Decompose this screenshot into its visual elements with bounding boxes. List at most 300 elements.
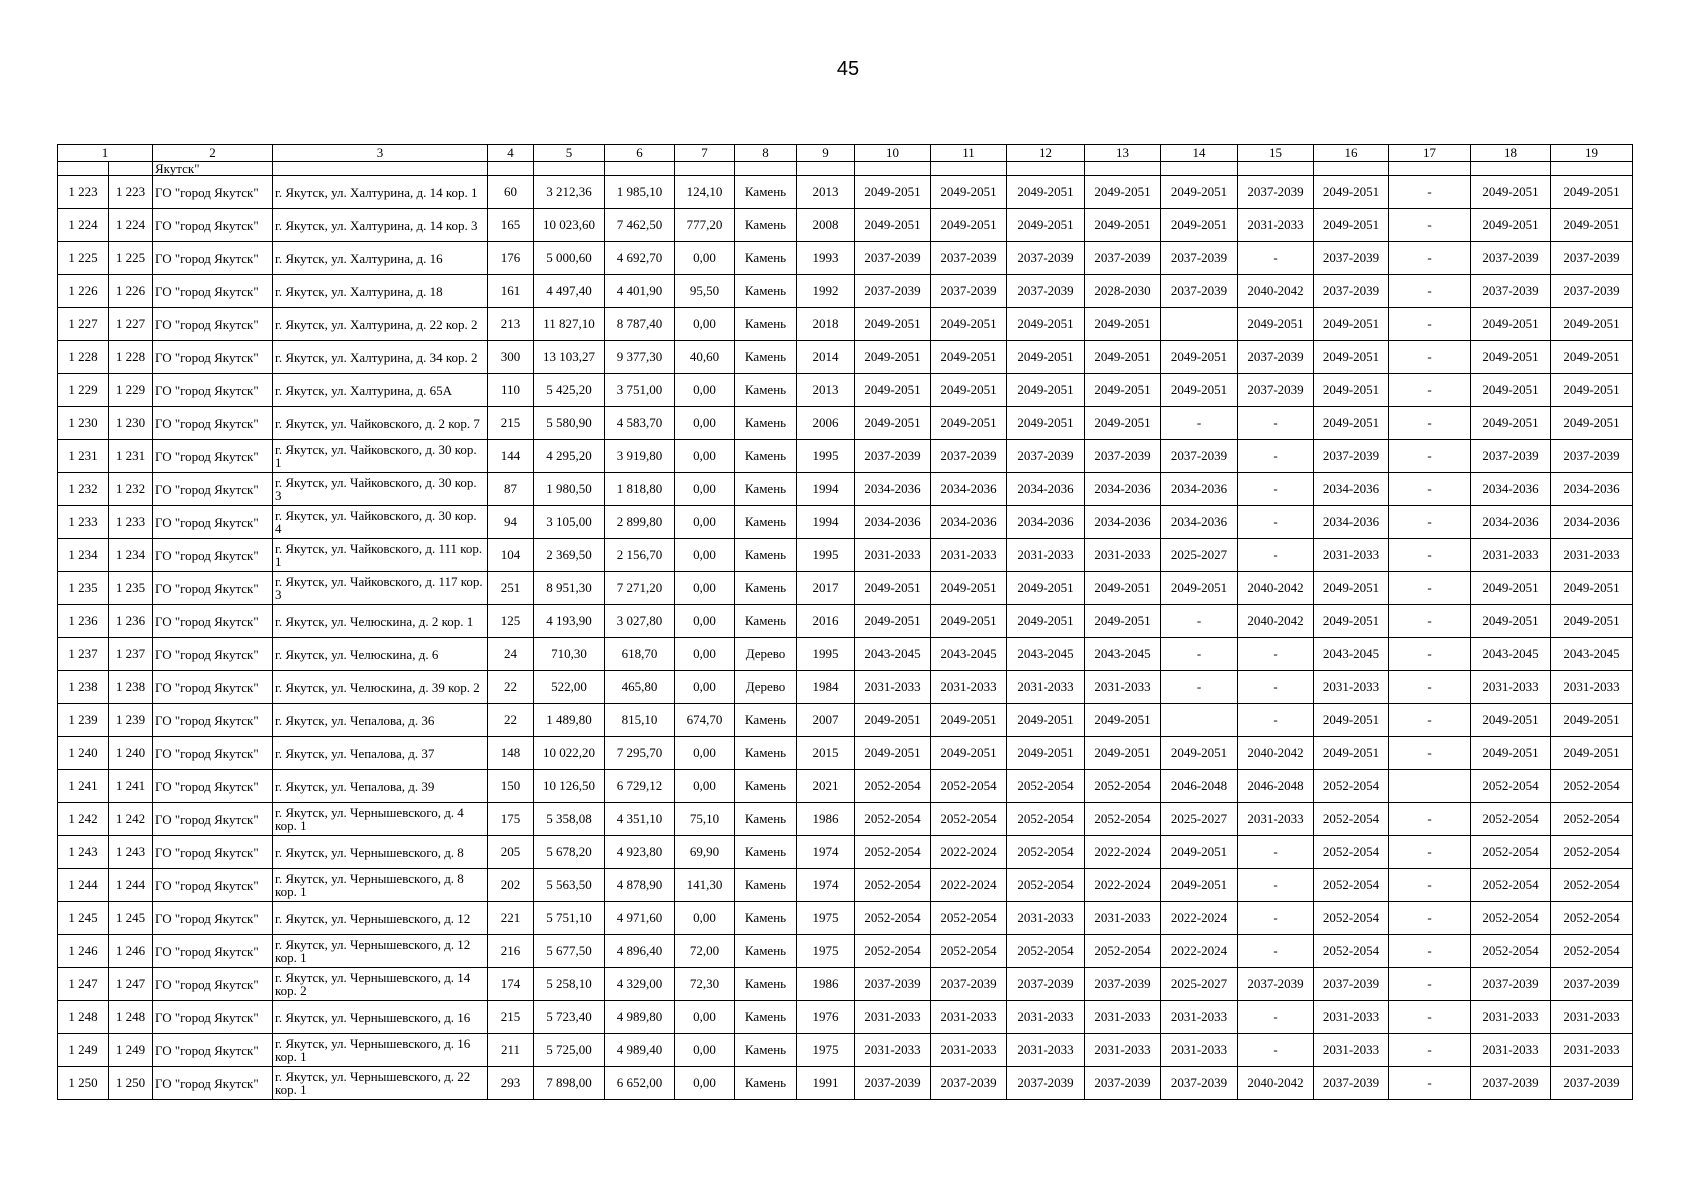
table-cell: - bbox=[1389, 704, 1471, 737]
municipality-cell: ГО "город Якутск" bbox=[153, 737, 273, 770]
object-number-cell: 1 235 bbox=[109, 572, 153, 605]
table-cell: Дерево bbox=[735, 638, 797, 671]
table-cell: 2037-2039 bbox=[1551, 440, 1633, 473]
table-cell: 1994 bbox=[797, 506, 855, 539]
table-cell: 2022-2024 bbox=[1085, 869, 1161, 902]
table-cell: 95,50 bbox=[675, 275, 735, 308]
table-cell: 2037-2039 bbox=[1007, 1067, 1085, 1100]
table-cell: 2 369,50 bbox=[534, 539, 605, 572]
address-cell: г. Якутск, ул. Чернышевского, д. 16 кор. 1 bbox=[273, 1034, 488, 1067]
municipality-cell: ГО "город Якутск" bbox=[153, 572, 273, 605]
table-cell: 2052-2054 bbox=[931, 902, 1007, 935]
table-cell: 0,00 bbox=[675, 440, 735, 473]
table-cell: 2031-2033 bbox=[1314, 1034, 1389, 1067]
table-cell: 2049-2051 bbox=[931, 308, 1007, 341]
table-cell: 293 bbox=[488, 1067, 534, 1100]
object-number-cell: 1 230 bbox=[109, 407, 153, 440]
object-number-cell: 1 241 bbox=[109, 770, 153, 803]
table-cell: 2049-2051 bbox=[1551, 176, 1633, 209]
address-cell: г. Якутск, ул. Чернышевского, д. 8 кор. 1 bbox=[273, 869, 488, 902]
column-number: 2 bbox=[153, 145, 273, 162]
table-cell: - bbox=[1389, 506, 1471, 539]
table-cell: 0,00 bbox=[675, 770, 735, 803]
table-cell: 2049-2051 bbox=[1314, 308, 1389, 341]
row-number-cell: 1 247 bbox=[58, 968, 109, 1001]
table-row bbox=[58, 341, 1633, 374]
table-cell: 5 751,10 bbox=[534, 902, 605, 935]
table-cell: 2043-2045 bbox=[1007, 638, 1085, 671]
table-cell: 2037-2039 bbox=[1007, 242, 1085, 275]
table-cell: 221 bbox=[488, 902, 534, 935]
row-number-cell: 1 239 bbox=[58, 704, 109, 737]
address-cell: г. Якутск, ул. Чайковского, д. 117 кор. 3 bbox=[273, 572, 488, 605]
table-cell: 2031-2033 bbox=[931, 671, 1007, 704]
table-cell: 4 692,70 bbox=[605, 242, 675, 275]
table-cell: 0,00 bbox=[675, 902, 735, 935]
table-cell: - bbox=[1389, 242, 1471, 275]
table-cell: 2049-2051 bbox=[1007, 704, 1085, 737]
municipality-cell: ГО "город Якутск" bbox=[153, 374, 273, 407]
row-number-cell: 1 232 bbox=[58, 473, 109, 506]
table-cell: 2034-2036 bbox=[1085, 506, 1161, 539]
table-cell: 2013 bbox=[797, 374, 855, 407]
table-cell: - bbox=[1238, 671, 1314, 704]
table-cell: 5 580,90 bbox=[534, 407, 605, 440]
table-cell: 2052-2054 bbox=[1007, 869, 1085, 902]
table-cell: - bbox=[1389, 308, 1471, 341]
table-cell: 60 bbox=[488, 176, 534, 209]
municipality-cell: ГО "город Якутск" bbox=[153, 605, 273, 638]
table-cell: 148 bbox=[488, 737, 534, 770]
table-cell: 2031-2033 bbox=[1314, 1001, 1389, 1034]
address-cell: г. Якутск, ул. Чепалова, д. 37 bbox=[273, 737, 488, 770]
table-cell: 4 989,40 bbox=[605, 1034, 675, 1067]
table-cell: 2037-2039 bbox=[1471, 275, 1551, 308]
table-cell: 3 919,80 bbox=[605, 440, 675, 473]
table-cell: 2049-2051 bbox=[855, 605, 931, 638]
table-cell: 2006 bbox=[797, 407, 855, 440]
table-cell: Камень bbox=[735, 935, 797, 968]
table-cell: 2031-2033 bbox=[1161, 1001, 1238, 1034]
table-cell: 2031-2033 bbox=[1085, 539, 1161, 572]
table-cell: 2052-2054 bbox=[1471, 902, 1551, 935]
table-cell: - bbox=[1238, 440, 1314, 473]
address-cell: г. Якутск, ул. Чайковского, д. 30 кор. 1 bbox=[273, 440, 488, 473]
table-cell: Камень bbox=[735, 770, 797, 803]
table-cell: 2037-2039 bbox=[1161, 242, 1238, 275]
table-cell: - bbox=[1389, 836, 1471, 869]
municipality-cell: ГО "город Якутск" bbox=[153, 506, 273, 539]
table-cell: 2031-2033 bbox=[855, 671, 931, 704]
table-cell: 2037-2039 bbox=[855, 440, 931, 473]
table-row bbox=[58, 737, 1633, 770]
table-cell: - bbox=[1389, 374, 1471, 407]
table-cell: 2037-2039 bbox=[1161, 1067, 1238, 1100]
table-cell: 2037-2039 bbox=[1161, 275, 1238, 308]
table-cell: 0,00 bbox=[675, 506, 735, 539]
table-cell: 2037-2039 bbox=[1471, 242, 1551, 275]
address-cell: г. Якутск, ул. Халтурина, д. 65А bbox=[273, 374, 488, 407]
table-cell: Камень bbox=[735, 242, 797, 275]
table-cell: 2049-2051 bbox=[1551, 737, 1633, 770]
table-cell: 2037-2039 bbox=[1551, 1067, 1633, 1100]
table-row bbox=[58, 440, 1633, 473]
table-cell: 211 bbox=[488, 1034, 534, 1067]
table-cell: 2037-2039 bbox=[1085, 242, 1161, 275]
municipality-cell: ГО "город Якутск" bbox=[153, 275, 273, 308]
table-cell: 40,60 bbox=[675, 341, 735, 374]
table-cell: - bbox=[1238, 1034, 1314, 1067]
table-cell: 710,30 bbox=[534, 638, 605, 671]
table-cell: 2037-2039 bbox=[1238, 374, 1314, 407]
table-cell: 0,00 bbox=[675, 539, 735, 572]
row-number-cell: 1 237 bbox=[58, 638, 109, 671]
table-cell: 2049-2051 bbox=[931, 209, 1007, 242]
table-cell: 674,70 bbox=[675, 704, 735, 737]
table-cell: 2052-2054 bbox=[1471, 770, 1551, 803]
address-cell: г. Якутск, ул. Челюскина, д. 39 кор. 2 bbox=[273, 671, 488, 704]
object-number-cell: 1 247 bbox=[109, 968, 153, 1001]
table-cell: 2049-2051 bbox=[931, 704, 1007, 737]
table-cell: 1986 bbox=[797, 968, 855, 1001]
table-cell: 2037-2039 bbox=[1314, 1067, 1389, 1100]
table-cell: Камень bbox=[735, 704, 797, 737]
table-cell: - bbox=[1161, 671, 1238, 704]
table-row bbox=[58, 209, 1633, 242]
table-cell: 5 258,10 bbox=[534, 968, 605, 1001]
municipality-cell: ГО "город Якутск" bbox=[153, 902, 273, 935]
table-cell: 2049-2051 bbox=[1007, 572, 1085, 605]
address-cell: г. Якутск, ул. Челюскина, д. 2 кор. 1 bbox=[273, 605, 488, 638]
object-number-cell: 1 246 bbox=[109, 935, 153, 968]
table-cell: 2031-2033 bbox=[1551, 1001, 1633, 1034]
column-number: 17 bbox=[1389, 145, 1471, 162]
table-cell: 2049-2051 bbox=[1085, 308, 1161, 341]
table-cell: - bbox=[1389, 275, 1471, 308]
table-cell: - bbox=[1238, 473, 1314, 506]
table-cell: 22 bbox=[488, 704, 534, 737]
municipality-cell: ГО "город Якутск" bbox=[153, 341, 273, 374]
table-row bbox=[58, 671, 1633, 704]
table-cell: 144 bbox=[488, 440, 534, 473]
table-cell: 11 827,10 bbox=[534, 308, 605, 341]
table-cell: 2049-2051 bbox=[1085, 605, 1161, 638]
table-cell: 2037-2039 bbox=[1238, 341, 1314, 374]
table-cell: 6 729,12 bbox=[605, 770, 675, 803]
table-cell: 2007 bbox=[797, 704, 855, 737]
table-cell: 4 193,90 bbox=[534, 605, 605, 638]
table-cell: 5 425,20 bbox=[534, 374, 605, 407]
municipality-cell: ГО "город Якутск" bbox=[153, 407, 273, 440]
table-cell: 1975 bbox=[797, 1034, 855, 1067]
table-cell: 4 896,40 bbox=[605, 935, 675, 968]
table-cell: - bbox=[1389, 671, 1471, 704]
table-cell: 2031-2033 bbox=[1007, 1034, 1085, 1067]
table-cell: 125 bbox=[488, 605, 534, 638]
municipality-cell: ГО "город Якутск" bbox=[153, 671, 273, 704]
address-cell: г. Якутск, ул. Чайковского, д. 30 кор. 4 bbox=[273, 506, 488, 539]
table-row bbox=[58, 605, 1633, 638]
table-cell: 2043-2045 bbox=[1085, 638, 1161, 671]
table-cell: 2052-2054 bbox=[855, 902, 931, 935]
table-cell: 2031-2033 bbox=[1085, 902, 1161, 935]
column-number: 5 bbox=[534, 145, 605, 162]
object-number-cell: 1 224 bbox=[109, 209, 153, 242]
table-cell: 24 bbox=[488, 638, 534, 671]
object-number-cell: 1 225 bbox=[109, 242, 153, 275]
table-cell: 72,00 bbox=[675, 935, 735, 968]
table-cell: 777,20 bbox=[675, 209, 735, 242]
table-cell: 2025-2027 bbox=[1161, 539, 1238, 572]
table-cell: - bbox=[1389, 176, 1471, 209]
table-cell: 2049-2051 bbox=[1161, 836, 1238, 869]
table-cell: 2043-2045 bbox=[1551, 638, 1633, 671]
table-cell: 0,00 bbox=[675, 1067, 735, 1100]
table-cell: 2049-2051 bbox=[1085, 176, 1161, 209]
table-cell: 2049-2051 bbox=[1551, 407, 1633, 440]
municipality-cell: ГО "город Якутск" bbox=[153, 1001, 273, 1034]
table-cell: 2049-2051 bbox=[1161, 572, 1238, 605]
row-number-cell: 1 248 bbox=[58, 1001, 109, 1034]
object-number-cell: 1 245 bbox=[109, 902, 153, 935]
table-cell bbox=[1085, 162, 1161, 176]
object-number-cell: 1 240 bbox=[109, 737, 153, 770]
object-number-cell: 1 229 bbox=[109, 374, 153, 407]
table-cell: 3 105,00 bbox=[534, 506, 605, 539]
table-cell: 2034-2036 bbox=[1471, 473, 1551, 506]
table-cell: 0,00 bbox=[675, 605, 735, 638]
table-cell: 2052-2054 bbox=[1007, 836, 1085, 869]
table-cell: 4 583,70 bbox=[605, 407, 675, 440]
address-cell: г. Якутск, ул. Челюскина, д. 6 bbox=[273, 638, 488, 671]
municipality-cell: ГО "город Якутск" bbox=[153, 539, 273, 572]
table-cell: 2037-2039 bbox=[855, 968, 931, 1001]
table-cell: 2037-2039 bbox=[1551, 242, 1633, 275]
table-row bbox=[58, 242, 1633, 275]
table-cell: 2031-2033 bbox=[1471, 671, 1551, 704]
table-cell: 2025-2027 bbox=[1161, 803, 1238, 836]
table-cell: 2028-2030 bbox=[1085, 275, 1161, 308]
table-cell: 2052-2054 bbox=[1471, 869, 1551, 902]
table-cell bbox=[1389, 162, 1471, 176]
object-number-cell: 1 236 bbox=[109, 605, 153, 638]
object-number-cell: 1 228 bbox=[109, 341, 153, 374]
table-cell: 2049-2051 bbox=[1471, 407, 1551, 440]
municipality-cell: ГО "город Якутск" bbox=[153, 803, 273, 836]
table-cell bbox=[1389, 770, 1471, 803]
table-cell: 2034-2036 bbox=[931, 473, 1007, 506]
table-cell: 2031-2033 bbox=[1007, 671, 1085, 704]
table-cell: - bbox=[1161, 605, 1238, 638]
table-cell: 3 027,80 bbox=[605, 605, 675, 638]
table-cell: 2049-2051 bbox=[1085, 407, 1161, 440]
table-cell: 2037-2039 bbox=[1007, 968, 1085, 1001]
table-cell: 2052-2054 bbox=[931, 935, 1007, 968]
table-row bbox=[58, 770, 1633, 803]
table-cell: 2049-2051 bbox=[1314, 704, 1389, 737]
object-number-cell: 1 248 bbox=[109, 1001, 153, 1034]
table-cell: Камень bbox=[735, 1034, 797, 1067]
table-cell: - bbox=[1238, 902, 1314, 935]
address-cell: г. Якутск, ул. Халтурина, д. 14 кор. 3 bbox=[273, 209, 488, 242]
table-cell: 8 787,40 bbox=[605, 308, 675, 341]
table-cell bbox=[58, 162, 109, 176]
table-cell: 5 358,08 bbox=[534, 803, 605, 836]
object-number-cell: 1 231 bbox=[109, 440, 153, 473]
table-cell: 2037-2039 bbox=[1471, 1067, 1551, 1100]
table-cell: 2049-2051 bbox=[855, 737, 931, 770]
table-cell: 2040-2042 bbox=[1238, 572, 1314, 605]
column-number: 19 bbox=[1551, 145, 1633, 162]
table-cell: 2049-2051 bbox=[931, 341, 1007, 374]
table-cell: 5 563,50 bbox=[534, 869, 605, 902]
municipality-cell: ГО "город Якутск" bbox=[153, 869, 273, 902]
table-cell: 2031-2033 bbox=[1085, 1001, 1161, 1034]
table-cell: 1 818,80 bbox=[605, 473, 675, 506]
row-number-cell: 1 229 bbox=[58, 374, 109, 407]
table-cell: 2037-2039 bbox=[931, 275, 1007, 308]
table-cell bbox=[1314, 162, 1389, 176]
table-cell: 2031-2033 bbox=[931, 539, 1007, 572]
table-cell: 1995 bbox=[797, 440, 855, 473]
table-cell: 2049-2051 bbox=[1161, 176, 1238, 209]
row-number-cell: 1 228 bbox=[58, 341, 109, 374]
table-cell: 4 878,90 bbox=[605, 869, 675, 902]
column-number: 12 bbox=[1007, 145, 1085, 162]
table-cell: 2021 bbox=[797, 770, 855, 803]
table-cell: 4 989,80 bbox=[605, 1001, 675, 1034]
table-cell: 2014 bbox=[797, 341, 855, 374]
municipality-cell: ГО "город Якутск" bbox=[153, 968, 273, 1001]
table-cell: 22 bbox=[488, 671, 534, 704]
municipality-cell: ГО "город Якутск" bbox=[153, 440, 273, 473]
table-cell: 5 000,60 bbox=[534, 242, 605, 275]
table-cell: 2049-2051 bbox=[1314, 605, 1389, 638]
municipality-cell: ГО "город Якутск" bbox=[153, 836, 273, 869]
table-cell: 2018 bbox=[797, 308, 855, 341]
table-cell: - bbox=[1238, 638, 1314, 671]
municipality-cell: Якутск" bbox=[153, 162, 273, 176]
column-number: 13 bbox=[1085, 145, 1161, 162]
row-number-cell: 1 249 bbox=[58, 1034, 109, 1067]
table-cell: 2034-2036 bbox=[1314, 506, 1389, 539]
table-cell bbox=[1007, 162, 1085, 176]
table-cell: 2052-2054 bbox=[1551, 803, 1633, 836]
table-cell: 2015 bbox=[797, 737, 855, 770]
table-cell: 2049-2051 bbox=[1161, 374, 1238, 407]
row-number-cell: 1 241 bbox=[58, 770, 109, 803]
table-cell: 2052-2054 bbox=[1314, 803, 1389, 836]
table-cell: Камень bbox=[735, 968, 797, 1001]
table-cell: Камень bbox=[735, 1067, 797, 1100]
table-cell: 2 156,70 bbox=[605, 539, 675, 572]
column-number: 11 bbox=[931, 145, 1007, 162]
table-cell: 213 bbox=[488, 308, 534, 341]
table-cell: 1992 bbox=[797, 275, 855, 308]
table-cell: 2034-2036 bbox=[1551, 473, 1633, 506]
table-cell bbox=[1161, 162, 1238, 176]
address-cell: г. Якутск, ул. Чернышевского, д. 16 bbox=[273, 1001, 488, 1034]
table-cell: 2049-2051 bbox=[1085, 704, 1161, 737]
table-cell: 1974 bbox=[797, 869, 855, 902]
table-cell: 2052-2054 bbox=[1085, 770, 1161, 803]
table-cell: 3 212,36 bbox=[534, 176, 605, 209]
table-cell: 3 751,00 bbox=[605, 374, 675, 407]
table-row bbox=[58, 836, 1633, 869]
table-cell: - bbox=[1389, 341, 1471, 374]
table-cell: - bbox=[1389, 209, 1471, 242]
table-cell: 2052-2054 bbox=[855, 869, 931, 902]
column-number: 3 bbox=[273, 145, 488, 162]
table-cell: 2052-2054 bbox=[1314, 770, 1389, 803]
table-cell: Камень bbox=[735, 308, 797, 341]
table-cell: 2037-2039 bbox=[1551, 275, 1633, 308]
table-cell: 2037-2039 bbox=[855, 242, 931, 275]
table-row bbox=[58, 506, 1633, 539]
table-cell: 2049-2051 bbox=[1551, 341, 1633, 374]
table-cell: 176 bbox=[488, 242, 534, 275]
column-number: 14 bbox=[1161, 145, 1238, 162]
table-cell bbox=[931, 162, 1007, 176]
table-cell: 2049-2051 bbox=[1471, 605, 1551, 638]
table-cell: 2037-2039 bbox=[855, 275, 931, 308]
object-number-cell: 1 226 bbox=[109, 275, 153, 308]
address-cell: г. Якутск, ул. Чепалова, д. 39 bbox=[273, 770, 488, 803]
table-cell: 2031-2033 bbox=[855, 1034, 931, 1067]
table-cell: 2037-2039 bbox=[931, 440, 1007, 473]
table-cell: 165 bbox=[488, 209, 534, 242]
column-number-row bbox=[58, 145, 1633, 162]
table-cell: 2049-2051 bbox=[1238, 308, 1314, 341]
municipality-cell: ГО "город Якутск" bbox=[153, 473, 273, 506]
table-cell: 2016 bbox=[797, 605, 855, 638]
table-cell: 0,00 bbox=[675, 407, 735, 440]
table-cell: 8 951,30 bbox=[534, 572, 605, 605]
table-cell: 2034-2036 bbox=[931, 506, 1007, 539]
table-cell: 2031-2033 bbox=[1085, 671, 1161, 704]
table-cell: 2049-2051 bbox=[855, 341, 931, 374]
table-cell: Камень bbox=[735, 440, 797, 473]
table-cell bbox=[735, 162, 797, 176]
object-number-cell: 1 238 bbox=[109, 671, 153, 704]
table-cell: 104 bbox=[488, 539, 534, 572]
table-cell bbox=[1551, 162, 1633, 176]
table-cell: 2031-2033 bbox=[1007, 1001, 1085, 1034]
table-cell: - bbox=[1238, 407, 1314, 440]
table-cell: - bbox=[1238, 539, 1314, 572]
table-cell: 2049-2051 bbox=[855, 407, 931, 440]
table-cell: 1995 bbox=[797, 539, 855, 572]
table-cell: 2037-2039 bbox=[1007, 275, 1085, 308]
table-cell: 2049-2051 bbox=[1007, 176, 1085, 209]
table-cell: 0,00 bbox=[675, 737, 735, 770]
table-cell: 2049-2051 bbox=[1471, 176, 1551, 209]
address-cell: г. Якутск, ул. Халтурина, д. 34 кор. 2 bbox=[273, 341, 488, 374]
table-cell: 2049-2051 bbox=[931, 572, 1007, 605]
table-cell: 4 329,00 bbox=[605, 968, 675, 1001]
table-cell: 0,00 bbox=[675, 308, 735, 341]
table-row bbox=[58, 704, 1633, 737]
table-cell: 2052-2054 bbox=[1551, 770, 1633, 803]
table-cell: 2037-2039 bbox=[1085, 1067, 1161, 1100]
table-cell: 2031-2033 bbox=[1085, 1034, 1161, 1067]
table-cell: 2049-2051 bbox=[1314, 572, 1389, 605]
address-cell: г. Якутск, ул. Чайковского, д. 2 кор. 7 bbox=[273, 407, 488, 440]
row-number-cell: 1 240 bbox=[58, 737, 109, 770]
table-row bbox=[58, 176, 1633, 209]
table-cell: 2052-2054 bbox=[855, 770, 931, 803]
address-cell: г. Якутск, ул. Чепалова, д. 36 bbox=[273, 704, 488, 737]
